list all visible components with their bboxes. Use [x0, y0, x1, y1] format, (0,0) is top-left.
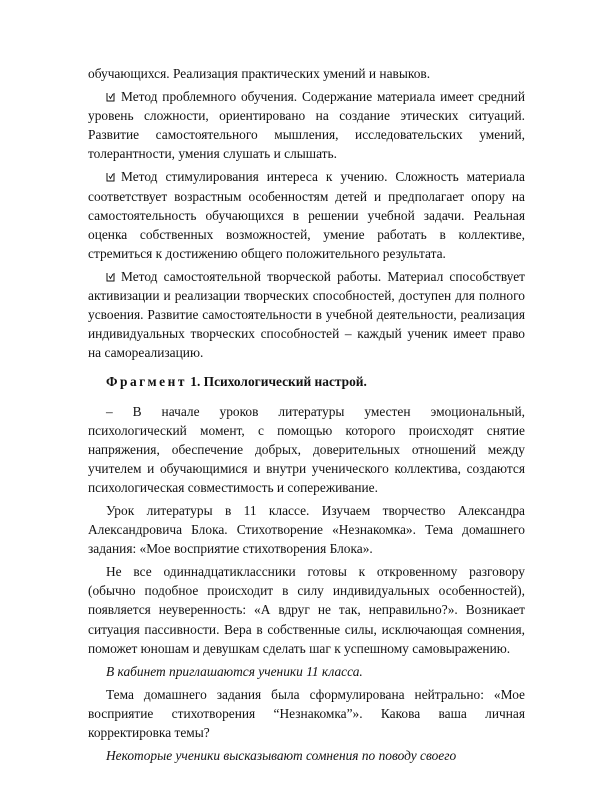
paragraph-homework-topic: Тема домашнего задания была сформулирована нейтрально: «Мое восприятие стихотворения “Незнакомка”». Какова ваша личная корректировка темы? [88, 686, 525, 740]
paragraph-continuation: обучающихся. Реализация практических умений и навыков. [88, 66, 431, 81]
checkbox-bullet-icon [106, 172, 115, 182]
paragraph-psychological-moment: – В начале уроков литературы уместен эмоциональный, психологический момент, с помощью которого происходят снятие напряжения, обеспечение добрых, доверительных отношений между учителем и обучающимися и внутри ученического коллектива, создаются психологическая совместимость и сопереживание. [88, 403, 525, 495]
stage-direction-continued: Некоторые ученики высказывают сомнения по поводу своего [106, 748, 457, 764]
paragraph-students-readiness: Не все одиннадцатиклассники готовы к откровенному разговору (обычно подобное происходит в силу индивидуальных особенностей), появляется неуверенность: «А вдруг не так, неправильно?». Возникает ситуация пассивности. Вера в собственные силы, исключающая сомнения, поможет юношам и девушкам сделать шаг к успешному самовыражению. [88, 564, 525, 656]
section-heading [88, 372, 525, 391]
method-bullet-text: Метод проблемного обучения. Содержание материала имеет средний уровень сложности, ориентировано на создание этических ситуаций. Развитие самостоятельного мышления, исследовательских умений, толерантности, умения слушать и слышать. [88, 89, 525, 162]
checkbox-bullet-icon [106, 272, 115, 282]
heading-title: 1. Психологический настрой. [190, 374, 367, 390]
method-bullet-text: Метод самостоятельной творческой работы. Материал способствует активизации и реализации творческих способностей, доступен для полного усвоения. Развитие самостоятельности в учебной деятельности, реализация индивидуальных творческих способностей – каждый ученик имеет право на самореализацию. [88, 268, 525, 361]
paragraph-lesson-intro: Урок литературы в 11 классе. Изучаем творчество Александра Александровича Блока. Стихотворение «Незнакомка». Тема домашнего задания: «Мое восприятие стихотворения Блока». [88, 502, 525, 557]
stage-direction: В кабинет приглашаются ученики 11 класса. [106, 663, 363, 679]
document-page [88, 64, 525, 765]
method-bullet [88, 167, 525, 262]
method-bullet [88, 267, 525, 362]
checkbox-bullet-icon [106, 92, 115, 102]
method-bullet [88, 87, 525, 163]
heading-label: Фрагмент [106, 374, 187, 390]
method-bullet-text: Метод стимулирования интереса к учению. Сложность материала соответствует возрастным особенностям детей и предполагает опору на самостоятельность обучающихся в решении учебной задачи. Реальная оценка собственных возможностей, умение работать в коллективе, стремиться к достижению общего положительного результата. [88, 169, 525, 261]
